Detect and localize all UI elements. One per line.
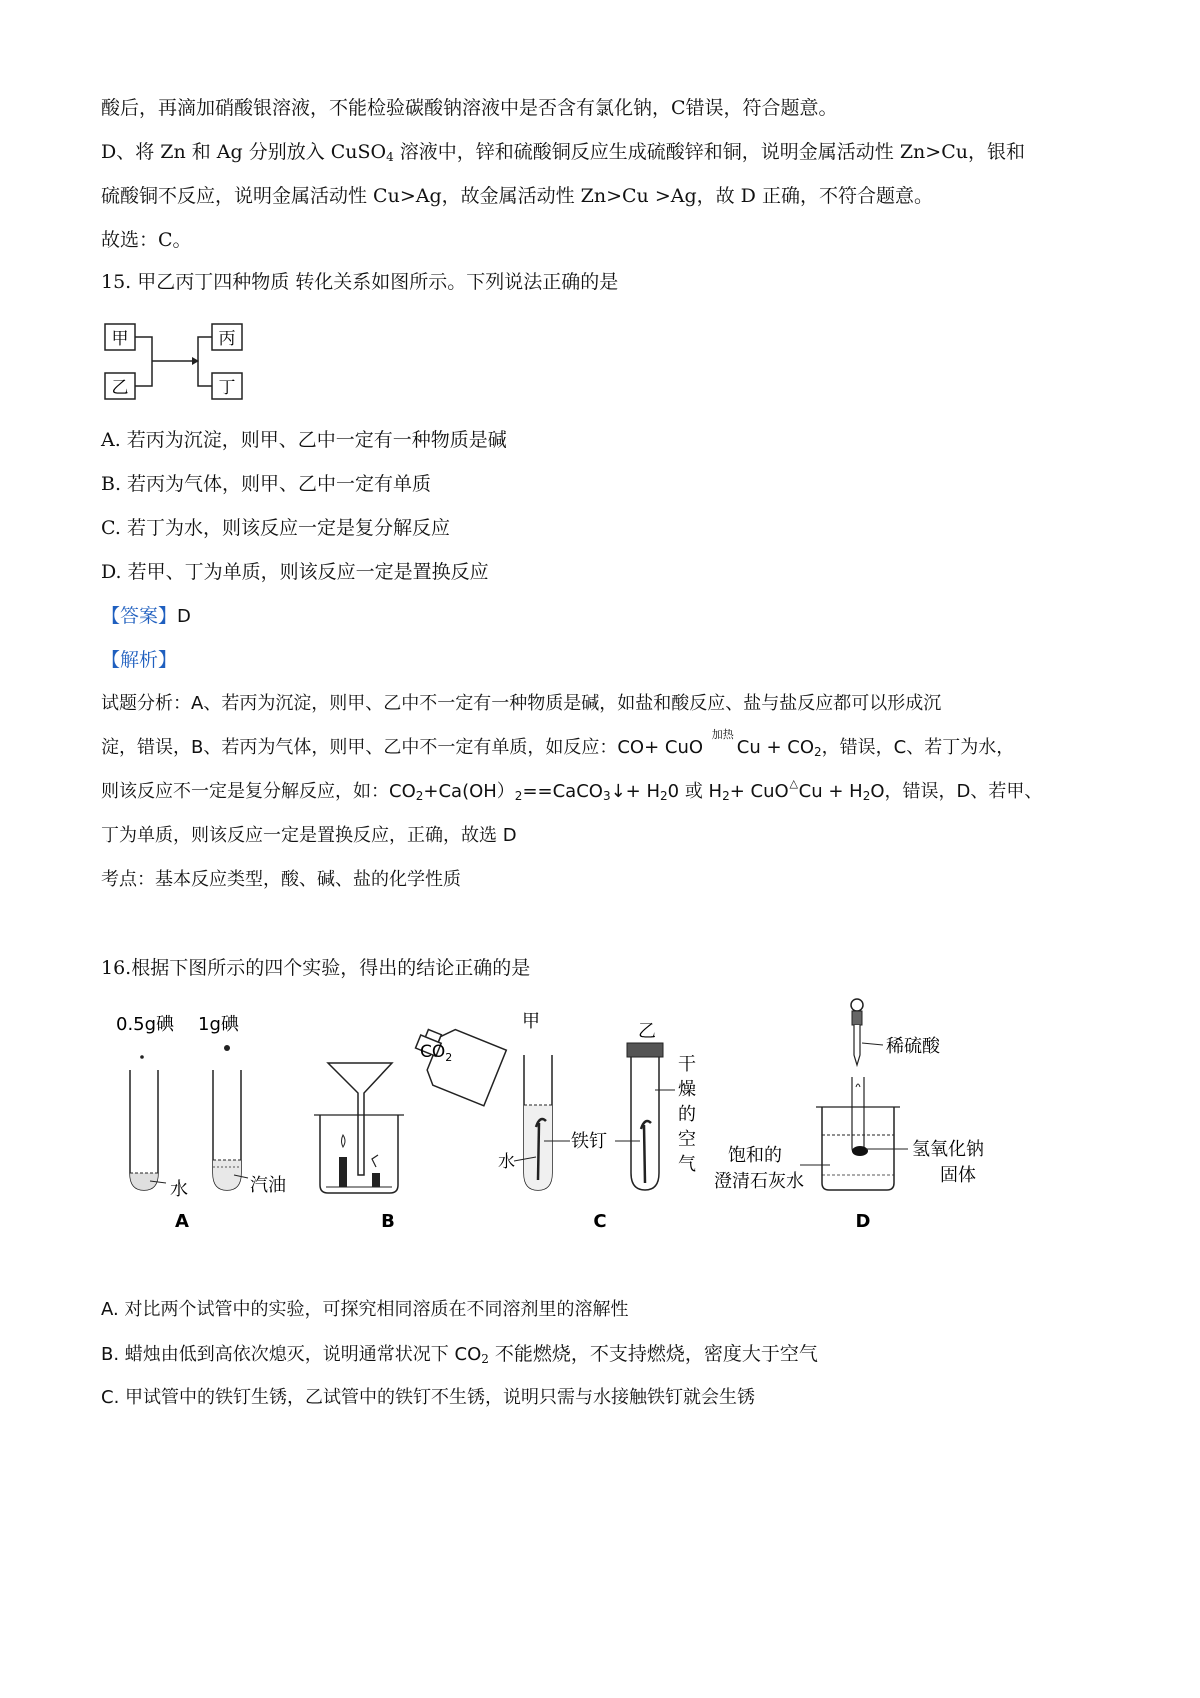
text-run: 淀，错误，B、若丙为气体，则甲、乙中不一定有单质，如反应：CO+ CuO: [101, 737, 709, 758]
text-run: ，错误，C、若丁为水，: [821, 737, 1015, 758]
co2-gas-bottle: [405, 1018, 506, 1105]
experiment-b: [314, 1018, 506, 1232]
iodine-label-2: 1g碘: [198, 1014, 239, 1035]
analysis-line: 丁为单质，则该反应一定是置换反应，正确，故选 D: [101, 825, 517, 846]
answer-line: [101, 604, 191, 629]
text-run: O，错误，D、若甲、: [870, 781, 1043, 802]
analysis-line: [101, 777, 1043, 808]
reaction-arrow: [709, 728, 737, 760]
text-line: 酸后，再滴加硝酸银溶液，不能检验碳酸钠溶液中是否含有氯化钠，C错误，符合题意。: [101, 97, 838, 119]
analysis-tag: 【解析】: [101, 649, 178, 671]
option-d: D. 若甲、丁为单质，则该反应一定是置换反应: [101, 561, 489, 583]
text-run: ↓+ H: [610, 781, 660, 802]
option-a: A. 若丙为沉淀，则甲、乙中一定有一种物质是碱: [101, 429, 507, 451]
dry-air-char: 空: [678, 1129, 696, 1150]
experiment-d: [714, 999, 984, 1232]
naoh-label-1: 氢氧化钠: [912, 1139, 984, 1160]
stopper: [627, 1043, 663, 1057]
text-run: ==CaCO: [522, 781, 603, 802]
text-run: 不能燃烧，不支持燃烧，密度大于空气: [488, 1343, 818, 1365]
iron-nail: [641, 1121, 651, 1129]
inner-test-tube: [852, 1077, 864, 1155]
box-ding: 丁: [218, 378, 236, 398]
figure-label-a: A: [175, 1211, 189, 1232]
subscript: 2: [660, 789, 668, 803]
tube-jia-label: 甲: [522, 1011, 540, 1032]
q16-option-b: [101, 1342, 818, 1367]
subscript: 2: [814, 745, 822, 759]
q16-experiments-figure: [100, 995, 1100, 1245]
subscript: 2: [415, 789, 424, 803]
experiment-a: [116, 1014, 286, 1232]
text-line: 故选：C。: [101, 229, 192, 251]
iron-nail-label: 铁钉: [571, 1131, 607, 1152]
reaction-condition: 加热: [711, 728, 734, 741]
analysis-line: 试题分析：A、若丙为沉淀，则甲、乙中不一定有一种物质是碱，如盐和酸反应、盐与盐反应都可以形成沉: [101, 693, 942, 714]
answer-value: D: [177, 606, 191, 627]
text-run: 溶液中，锌和硫酸铜反应生成硫酸锌和铜，说明金属活动性 Zn>Cu，银和: [393, 141, 1025, 163]
short-candle: [372, 1173, 380, 1187]
reaction-condition: △: [789, 777, 798, 790]
subscript: 2: [722, 789, 730, 803]
option-c: C. 若丁为水，则该反应一定是复分解反应: [101, 517, 450, 539]
figure-label-c: C: [593, 1211, 607, 1232]
subscript: 2: [862, 789, 871, 803]
funnel: [328, 1063, 392, 1175]
reaction-arrow: [789, 777, 799, 804]
subscript: 2: [481, 1352, 489, 1366]
analysis-line: [101, 728, 1015, 760]
dropper-bulb: [851, 999, 863, 1011]
text-run: 0 或 H: [667, 781, 723, 802]
text-run: Cu + CO: [736, 737, 815, 758]
gasoline-label: 汽油: [250, 1175, 286, 1196]
text-run: 则该反应不一定是复分解反应，如：CO: [101, 781, 416, 802]
dry-air-char: 气: [678, 1154, 696, 1175]
subscript: 2: [514, 789, 523, 803]
dry-air-char: 的: [678, 1104, 696, 1125]
tube-yi-label: 乙: [638, 1021, 656, 1042]
box-bing: 丙: [218, 329, 236, 349]
text-line: [101, 140, 1025, 164]
iodine-particle: [140, 1055, 144, 1059]
text-run: +Ca(OH）: [423, 781, 515, 802]
figure-label-b: B: [381, 1211, 395, 1232]
co2-text: CO: [420, 1042, 446, 1062]
answer-tag: 【答案】: [101, 605, 178, 627]
q16-option-a: A. 对比两个试管中的实验，可探究相同溶质在不同溶剂里的溶解性: [101, 1299, 629, 1320]
water-label: 水: [170, 1179, 188, 1200]
text-run: B. 蜡烛由低到高依次熄灭，说明通常状况下 CO: [101, 1344, 482, 1365]
text-run: + CuO: [729, 781, 789, 802]
question-16-stem: 16.根据下图所示的四个实验，得出的结论正确的是: [101, 957, 531, 979]
dry-air-char: 干: [678, 1054, 696, 1075]
text-run: D、将 Zn 和 Ag 分别放入 CuSO: [101, 141, 387, 163]
kaodian-line: 考点：基本反应类型，酸、碱、盐的化学性质: [101, 869, 461, 890]
box-yi: 乙: [111, 378, 129, 398]
subscript: 4: [386, 150, 394, 164]
low-candle: [339, 1157, 347, 1187]
dilute-sulfuric-acid-label: 稀硫酸: [886, 1036, 940, 1057]
naoh-label-2: 固体: [940, 1165, 976, 1186]
iodine-particle: [224, 1045, 230, 1051]
experiment-c: [498, 1011, 696, 1232]
test-tube: [130, 1070, 158, 1190]
text-line: 硫酸铜不反应，说明金属活动性 Cu>Ag，故金属活动性 Zn>Cu >Ag，故 D 正确，不符合题意。: [101, 185, 933, 207]
box-jia: 甲: [111, 329, 129, 349]
water-label: 水: [498, 1152, 515, 1172]
q15-conversion-diagram: [100, 318, 260, 408]
co2-subscript: 2: [445, 1051, 453, 1064]
dropper: [854, 1025, 860, 1065]
naoh-solid: [852, 1146, 868, 1156]
iodine-label-1: 0.5g碘: [116, 1014, 175, 1035]
subscript: 3: [602, 789, 611, 803]
lime-water-label-2: 澄清石灰水: [714, 1171, 804, 1192]
question-15-stem: 15. 甲乙丙丁四种物质 转化关系如图所示。下列说法正确的是: [101, 271, 619, 293]
option-b: B. 若丙为气体，则甲、乙中一定有单质: [101, 473, 432, 495]
figure-label-d: D: [855, 1211, 871, 1232]
gasoline-liquid: [213, 1160, 241, 1190]
q16-option-c: C. 甲试管中的铁钉生锈，乙试管中的铁钉不生锈，说明只需与水接触铁钉就会生锈: [101, 1387, 756, 1408]
dry-air-char: 燥: [678, 1079, 696, 1100]
text-run: Cu + H: [798, 781, 863, 802]
lime-water-label-1: 饱和的: [728, 1145, 782, 1166]
